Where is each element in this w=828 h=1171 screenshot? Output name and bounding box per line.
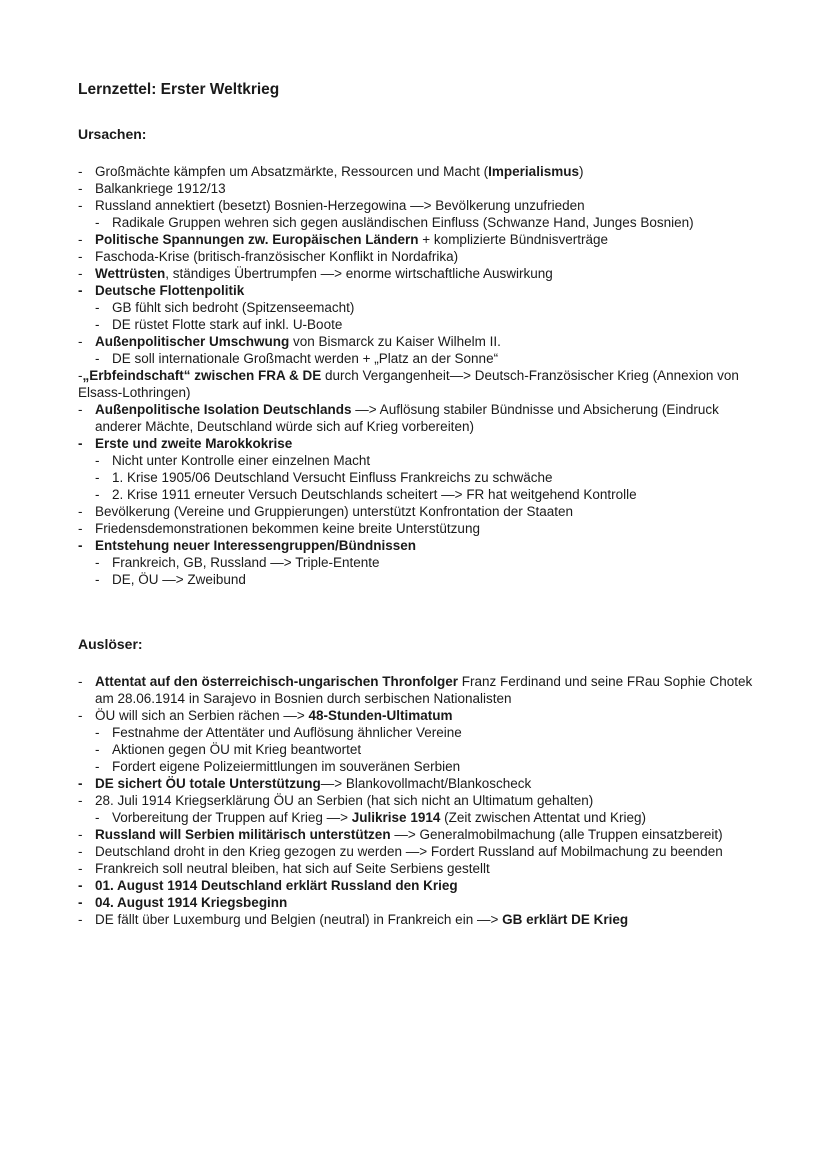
list-item-text xyxy=(95,877,753,894)
text-segment-bold: Julikrise 1914 xyxy=(351,810,441,825)
text-segment-bold: Entstehung neuer Interessengruppen/Bündnissen xyxy=(95,538,417,553)
text-segment: Franz Ferdinand und seine FRau Sophie Chotek am 28.06.1914 in Sarajevo in Bosnien durch serbischen Nationalisten xyxy=(95,674,753,706)
text-segment: Faschoda-Krise (britisch-französischer Konflikt in Nordafrika) xyxy=(95,249,459,264)
list-item xyxy=(78,282,753,299)
text-segment: Friedensdemonstrationen bekommen keine breite Unterstützung xyxy=(95,521,480,536)
list-item-text xyxy=(95,911,753,928)
bullet-dash: - xyxy=(95,742,100,757)
list-item xyxy=(78,707,753,724)
text-segment: —> Blankovollmacht/Blankoscheck xyxy=(320,776,532,791)
bullet-dash: - xyxy=(78,232,83,247)
bullet-dash: - xyxy=(95,810,100,825)
list-item-text xyxy=(95,843,753,860)
bullet-dash: - xyxy=(78,861,83,876)
list-item-text xyxy=(95,282,753,299)
text-segment-bold: 48-Stunden-Ultimatum xyxy=(308,708,453,723)
section-ursachen xyxy=(78,126,753,588)
list-item-text xyxy=(112,299,753,316)
section-heading-ausloeser: Auslöser: xyxy=(78,636,143,652)
text-segment: —> Generalmobilmachung (alle Truppen einsatzbereit) xyxy=(390,827,723,842)
text-segment-bold: Erste und zweite Marokkokrise xyxy=(95,436,293,451)
bullet-dash: - xyxy=(95,300,100,315)
bullet-list-ursachen xyxy=(78,163,753,588)
text-segment-bold: Außenpolitischer Umschwung xyxy=(95,334,290,349)
bullet-dash: - xyxy=(78,266,83,281)
text-segment: ) xyxy=(578,164,584,179)
bullet-dash: - xyxy=(78,674,83,689)
list-item-text xyxy=(95,894,753,911)
bullet-dash: - xyxy=(95,351,100,366)
text-segment-bold: Russland will Serbien militärisch unterstützen xyxy=(95,827,391,842)
bullet-dash: - xyxy=(78,181,83,196)
list-item xyxy=(78,775,753,792)
text-segment: ÖU will sich an Serbien rächen —> xyxy=(95,708,309,723)
list-item-text xyxy=(95,503,753,520)
list-item-text xyxy=(95,231,753,248)
text-segment: GB fühlt sich bedroht (Spitzenseemacht) xyxy=(112,300,355,315)
text-segment: Balkankriege 1912/13 xyxy=(95,181,226,196)
text-segment-bold: Deutsche Flottenpolitik xyxy=(95,283,245,298)
bullet-dash: - xyxy=(78,521,83,536)
list-item xyxy=(78,248,753,265)
list-item-text xyxy=(95,792,753,809)
list-item xyxy=(78,894,753,911)
list-item xyxy=(78,333,753,350)
list-item xyxy=(78,877,753,894)
text-segment-bold: Imperialismus xyxy=(488,164,579,179)
bullet-dash: - xyxy=(78,436,83,451)
bullet-dash: - xyxy=(78,776,83,791)
text-segment: , ständiges Übertrumpfen —> enorme wirtschaftliche Auswirkung xyxy=(165,266,553,281)
list-item xyxy=(78,520,753,537)
bullet-dash: - xyxy=(78,334,83,349)
text-segment: - xyxy=(78,368,83,383)
list-item xyxy=(78,792,753,809)
list-item xyxy=(78,401,753,435)
text-segment: 2. Krise 1911 erneuter Versuch Deutschlands scheitert —> FR hat weitgehend Kontrolle xyxy=(112,487,637,502)
list-item-text xyxy=(95,707,753,724)
text-segment-bold: DE sichert ÖU totale Unterstützung xyxy=(95,776,321,791)
list-item-text xyxy=(112,809,753,826)
list-item-text xyxy=(95,265,753,282)
list-item xyxy=(78,554,753,571)
list-item xyxy=(78,911,753,928)
text-segment: Radikale Gruppen wehren sich gegen ausländischen Einfluss (Schwanze Hand, Junges Bosnien) xyxy=(112,215,694,230)
text-segment: Frankreich, GB, Russland —> Triple-Entente xyxy=(112,555,380,570)
list-item xyxy=(78,452,753,469)
bullet-dash: - xyxy=(95,572,100,587)
text-segment-bold: Wettrüsten xyxy=(95,266,166,281)
list-item-text xyxy=(95,826,753,843)
list-item-text xyxy=(95,860,753,877)
list-item xyxy=(78,163,753,180)
list-item-text xyxy=(112,350,753,367)
text-segment: 28. Juli 1914 Kriegserklärung ÖU an Serbien (hat sich nicht an Ultimatum gehalten) xyxy=(95,793,594,808)
list-item-text xyxy=(95,537,753,554)
section-heading-ursachen: Ursachen: xyxy=(78,126,147,142)
text-segment: Aktionen gegen ÖU mit Krieg beantwortet xyxy=(112,742,362,757)
list-item xyxy=(78,537,753,554)
list-item-text xyxy=(95,775,753,792)
list-item xyxy=(78,741,753,758)
list-item-text xyxy=(95,401,753,435)
bullet-dash: - xyxy=(95,453,100,468)
list-item xyxy=(78,571,753,588)
text-segment-bold: 04. August 1914 Kriegsbeginn xyxy=(95,895,288,910)
text-segment-bold: GB erklärt DE Krieg xyxy=(502,912,629,927)
bullet-dash: - xyxy=(95,759,100,774)
text-segment: von Bismarck zu Kaiser Wilhelm II. xyxy=(289,334,501,349)
text-segment: Frankreich soll neutral bleiben, hat sich auf Seite Serbiens gestellt xyxy=(95,861,490,876)
list-item-text xyxy=(112,758,753,775)
bullet-dash: - xyxy=(78,912,83,927)
text-segment: DE, ÖU —> Zweibund xyxy=(112,572,246,587)
text-segment-bold: Attentat auf den österreichisch-ungarischen Thronfolger xyxy=(95,674,459,689)
text-segment: —> Auflösung stabiler Bündnisse und Absicherung (Eindruck anderer Mächte, Deutschland würde sich auf Krieg vorbereiten) xyxy=(95,402,719,434)
list-item xyxy=(78,724,753,741)
list-item xyxy=(78,673,753,707)
list-item-text xyxy=(95,333,753,350)
list-item-text xyxy=(112,554,753,571)
list-item-text xyxy=(112,741,753,758)
document-title: Lernzettel: Erster Weltkrieg xyxy=(78,81,280,98)
bullet-dash: - xyxy=(95,470,100,485)
list-item-text xyxy=(112,469,753,486)
section-ausloeser xyxy=(78,636,753,928)
text-segment: durch Vergangenheit—> Deutsch-Französischer Krieg (Annexion von Elsass-Lothringen) xyxy=(78,368,739,400)
list-item xyxy=(78,809,753,826)
list-item xyxy=(78,826,753,843)
list-item-text xyxy=(112,724,753,741)
bullet-list-ausloeser xyxy=(78,673,753,928)
list-item xyxy=(78,486,753,503)
bullet-dash: - xyxy=(78,793,83,808)
text-segment: DE rüstet Flotte stark auf inkl. U-Boote xyxy=(112,317,343,332)
bullet-dash: - xyxy=(78,283,83,298)
bullet-dash: - xyxy=(78,402,83,417)
list-item xyxy=(78,265,753,282)
text-segment: Großmächte kämpfen um Absatzmärkte, Ressourcen und Macht ( xyxy=(95,164,489,179)
list-item xyxy=(78,197,753,214)
list-item xyxy=(78,180,753,197)
list-item-text xyxy=(112,214,753,231)
text-segment-bold: Außenpolitische Isolation Deutschlands xyxy=(95,402,352,417)
bullet-dash: - xyxy=(78,249,83,264)
list-item xyxy=(78,435,753,452)
list-item xyxy=(78,350,753,367)
text-segment-bold: Politische Spannungen zw. Europäischen Ländern xyxy=(95,232,419,247)
list-item xyxy=(78,758,753,775)
text-segment: Nicht unter Kontrolle einer einzelnen Macht xyxy=(112,453,371,468)
list-item xyxy=(78,469,753,486)
list-item xyxy=(78,231,753,248)
bullet-dash: - xyxy=(78,198,83,213)
text-segment: Deutschland droht in den Krieg gezogen zu werden —> Fordert Russland auf Mobilmachung zu beenden xyxy=(95,844,723,859)
bullet-dash: - xyxy=(95,555,100,570)
list-item xyxy=(78,860,753,877)
list-item-text xyxy=(112,486,753,503)
bullet-dash: - xyxy=(78,538,83,553)
text-segment: Festnahme der Attentäter und Auflösung ähnlicher Vereine xyxy=(112,725,462,740)
list-item-text xyxy=(95,180,753,197)
text-segment: Vorbereitung der Truppen auf Krieg —> xyxy=(112,810,352,825)
text-segment: + komplizierte Bündnisverträge xyxy=(418,232,609,247)
text-segment-bold: 01. August 1914 Deutschland erklärt Russland den Krieg xyxy=(95,878,458,893)
list-item xyxy=(78,503,753,520)
list-item-text xyxy=(95,673,753,707)
bullet-dash: - xyxy=(78,504,83,519)
text-segment: Russland annektiert (besetzt) Bosnien-Herzegowina —> Bevölkerung unzufrieden xyxy=(95,198,585,213)
list-item-text xyxy=(112,452,753,469)
list-item-text xyxy=(95,197,753,214)
text-segment-bold: „Erbfeindschaft“ zwischen FRA & DE xyxy=(82,368,322,383)
bullet-dash: - xyxy=(78,844,83,859)
text-segment: Fordert eigene Polizeiermittlungen im souveränen Serbien xyxy=(112,759,461,774)
list-item xyxy=(78,316,753,333)
text-segment: Bevölkerung (Vereine und Gruppierungen) unterstützt Konfrontation der Staaten xyxy=(95,504,574,519)
list-item-text xyxy=(78,368,739,400)
bullet-dash: - xyxy=(78,878,83,893)
bullet-dash: - xyxy=(95,487,100,502)
text-segment: DE soll internationale Großmacht werden + „Platz an der Sonne“ xyxy=(112,351,499,366)
bullet-dash: - xyxy=(78,895,83,910)
list-item xyxy=(78,367,753,401)
list-item xyxy=(78,214,753,231)
bullet-dash: - xyxy=(78,708,83,723)
bullet-dash: - xyxy=(78,164,83,179)
list-item-text xyxy=(95,520,753,537)
list-item-text xyxy=(95,435,753,452)
list-item xyxy=(78,299,753,316)
list-item-text xyxy=(112,316,753,333)
bullet-dash: - xyxy=(95,215,100,230)
list-item-text xyxy=(95,163,753,180)
bullet-dash: - xyxy=(95,317,100,332)
list-item-text xyxy=(112,571,753,588)
list-item-text xyxy=(95,248,753,265)
list-item xyxy=(78,843,753,860)
bullet-dash: - xyxy=(78,827,83,842)
text-segment: DE fällt über Luxemburg und Belgien (neutral) in Frankreich ein —> xyxy=(95,912,503,927)
bullet-dash: - xyxy=(95,725,100,740)
text-segment: (Zeit zwischen Attentat und Krieg) xyxy=(440,810,646,825)
text-segment: 1. Krise 1905/06 Deutschland Versucht Einfluss Frankreichs zu schwäche xyxy=(112,470,553,485)
